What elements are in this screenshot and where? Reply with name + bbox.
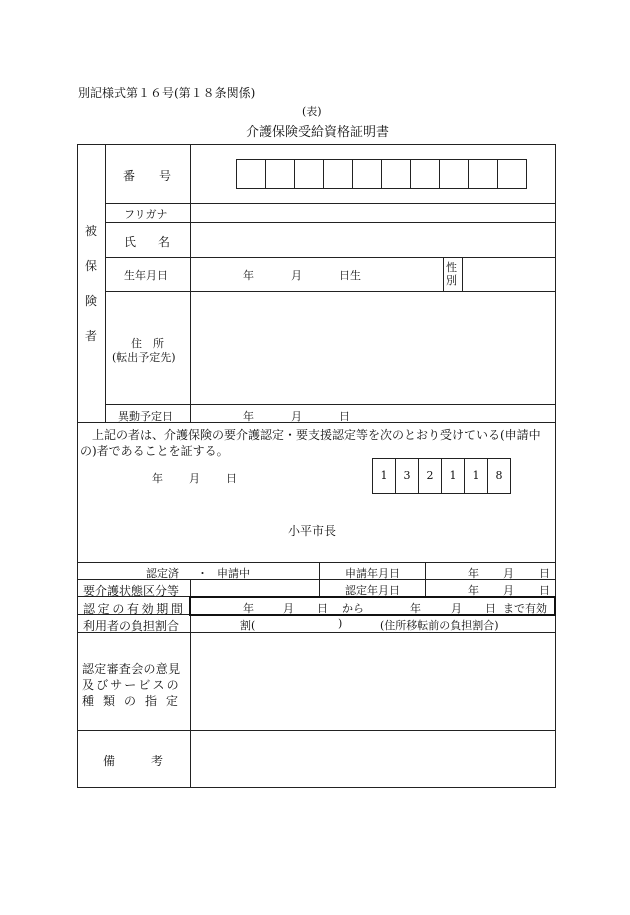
birth-day: 日生 (339, 269, 361, 282)
cert-year: 年 (152, 472, 163, 485)
birth-label: 生年月日 (124, 269, 168, 282)
validity-from-year: 年 (243, 602, 254, 615)
care-level-label: 要介護状態区分等 (83, 584, 180, 598)
birth-year: 年 (243, 269, 254, 282)
cert-day: 日 (226, 472, 237, 485)
issuer-name: 小平市長 (288, 524, 337, 538)
validity-to-day: 日 (485, 602, 496, 615)
insurer-code-digit: 8 (487, 458, 511, 494)
cert-month: 月 (189, 472, 200, 485)
name-field[interactable] (192, 223, 554, 256)
move-month: 月 (291, 410, 302, 423)
application-date-label: 申請年月日 (345, 567, 400, 580)
sex-label: 性 別 (446, 261, 457, 287)
insurer-code-digit: 1 (441, 458, 465, 494)
validity-from-text: から (342, 602, 364, 615)
remarks-label: 備 考 (103, 754, 163, 768)
burden-label: 利用者の負担割合 (83, 619, 180, 633)
validity-to-year: 年 (410, 602, 421, 615)
insurer-code-digit: 1 (372, 458, 396, 494)
insured-label-divider (190, 144, 191, 422)
certification-text-line2: の)者であることを証する。 (80, 444, 229, 458)
insurer-code-digit: 1 (464, 458, 488, 494)
furigana-field[interactable] (192, 204, 554, 221)
move-day: 日 (339, 410, 350, 423)
address-sub-label: (転出予定先) (112, 351, 176, 364)
opinion-label-line3: 種類の指定 (82, 694, 188, 708)
application-date-year: 年 (468, 567, 479, 580)
opinion-field[interactable] (192, 634, 554, 729)
furigana-label: フリガナ (124, 208, 168, 221)
birth-month: 月 (291, 269, 302, 282)
cert-date-label: 認定年月日 (345, 584, 400, 597)
remarks-field[interactable] (192, 732, 554, 787)
cert-date-year: 年 (468, 584, 479, 597)
cert-date-month: 月 (503, 584, 514, 597)
name-label: 氏 名 (124, 235, 170, 249)
cert-date-day: 日 (539, 584, 550, 597)
opinion-label-line1: 認定審査会の意見 (82, 662, 181, 676)
form-side: (表) (302, 105, 322, 118)
insured-group-label: 被 保 険 者 (84, 224, 97, 343)
application-date-day: 日 (539, 567, 550, 580)
applying-option[interactable]: 申請中 (217, 567, 250, 580)
validity-until-text: まで有効 (503, 602, 547, 615)
move-date-label: 異動予定日 (118, 410, 173, 423)
validity-from-month: 月 (283, 602, 294, 615)
number-label: 番 号 (123, 169, 171, 183)
insured-group-divider (105, 144, 106, 422)
insurer-code-digit: 3 (395, 458, 419, 494)
move-year: 年 (243, 410, 254, 423)
opinion-label-line2: 及びサービスの (82, 678, 181, 692)
application-date-month: 月 (503, 567, 514, 580)
burden-close: ) (338, 617, 343, 630)
sex-field[interactable] (464, 258, 554, 290)
certification-text-line1: 上記の者は、介護保険の要介護認定・要支援認定等を次のとおり受けている(申請中 (92, 428, 541, 442)
form-title: 介護保険受給資格証明書 (246, 125, 390, 140)
burden-unit: 割( (240, 619, 256, 632)
insurer-code-digit: 2 (418, 458, 442, 494)
burden-note: (住所移転前の負担割合) (380, 619, 499, 632)
address-field[interactable] (192, 293, 554, 403)
form-number: 別記様式第１６号(第１８条関係) (78, 86, 256, 100)
care-level-field[interactable] (192, 580, 318, 595)
status-separator: ・ (197, 567, 208, 580)
address-label: 住 所 (131, 337, 164, 350)
certified-option[interactable]: 認定済 (146, 567, 179, 580)
validity-to-month: 月 (451, 602, 462, 615)
validity-label: 認 定 の 有 効 期 間 (83, 602, 183, 616)
burden-prior-field[interactable] (272, 616, 332, 631)
validity-from-day: 日 (317, 602, 328, 615)
